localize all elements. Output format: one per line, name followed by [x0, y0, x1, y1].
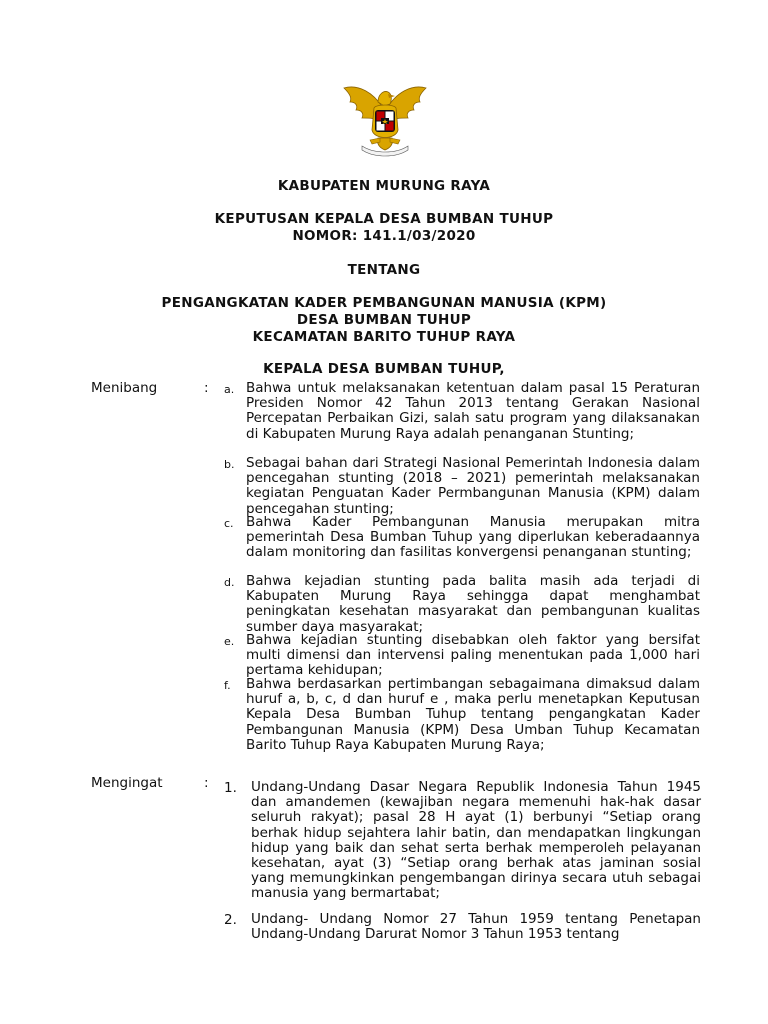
item-text: Bahwa kejadian stunting disebabkan oleh faktor yang bersifat multi dimensi dan intervensi paling menentukan pada 1,000 hari pertama kehidupan;: [246, 632, 700, 679]
considering-colon: :: [204, 380, 209, 396]
item-text: Bahwa berdasarkan pertimbangan sebagaimana dimaksud dalam huruf a, b, c, d dan huruf e , maka perlu menetapkan Keputusan Kepala Desa Bumban Tuhup tentang pengangkatan Kader Pembangunan Manusia (KPM) Desa Umban Tuhup Kecamatan Barito Tuhup Raya Kabupaten Murung Raya;: [246, 676, 700, 753]
item-text: Undang-Undang Dasar Negara Republik Indonesia Tahun 1945 dan amandemen (kewajiban negara memenuhi hak-hak dasar seluruh rakyat); pasal 28 H ayat (1) berbunyi “Setiap orang berhak hidup sejahtera lahir batin, dan mendapatkan lingkungan hidup yang baik dan sehat serta berhak memperoleh pelayanan kesehatan, ayat (3) “Setiap orang berhak atas jaminan sosial yang memungkinkan pengembangan dirinya secara utuh sebagai manusia yang bermartabat;: [251, 779, 701, 902]
item-marker: a.: [224, 383, 235, 396]
considering-label: Menibang: [91, 380, 158, 396]
item-text: Bahwa Kader Pembangunan Manusia merupakan mitra pemerintah Desa Bumban Tuhup yang diperlukan keberadaannya dalam monitoring dan fasilitas konvergensi penanganan stunting;: [246, 514, 700, 561]
item-marker: 2.: [224, 912, 237, 928]
regency-title: KABUPATEN MURUNG RAYA: [277, 178, 491, 194]
item-marker: 1.: [224, 780, 237, 796]
item-marker: b.: [224, 458, 235, 471]
issuer-heading: KEPALA DESA BUMBAN TUHUP,: [263, 361, 505, 377]
item-marker: c.: [224, 517, 234, 530]
decree-title: KEPUTUSAN KEPALA DESA BUMBAN TUHUP: [214, 211, 554, 227]
item-text: Bahwa untuk melaksanakan ketentuan dalam pasal 15 Peraturan Presiden Nomor 42 Tahun 2013 tentang Gerakan Nasional Percepatan Perbaikan Gizi, salah satu program yang dilaksanakan di Kabupaten Murung Raya adalah penanganan Stunting;: [246, 380, 700, 442]
item-text: Bahwa kejadian stunting pada balita masih ada terjadi di Kabupaten Murung Raya sehingga dapat menghambat peningkatan kesehatan masyarakat dan pembangunan kualitas sumber daya masyarakat;: [246, 573, 700, 635]
item-marker: f.: [224, 679, 231, 692]
remembering-label: Mengingat: [91, 775, 163, 791]
subject-line-1: PENGANGKATAN KADER PEMBANGUNAN MANUSIA (KPM): [161, 295, 607, 311]
item-text: Sebagai bahan dari Strategi Nasional Pemerintah Indonesia dalam pencegahan stunting (2018 – 2021) pemerintah melaksanakan kegiatan Penguatan Kader Permbangunan Manusia (KPM) dalam pencegahan stunting;: [246, 455, 700, 517]
remembering-colon: :: [204, 775, 209, 791]
subject-line-2: DESA BUMBAN TUHUP: [296, 312, 472, 328]
item-marker: d.: [224, 576, 235, 589]
garuda-pancasila-emblem: [340, 80, 430, 160]
about-heading: TENTANG: [347, 262, 421, 278]
item-text: Undang- Undang Nomor 27 Tahun 1959 tentang Penetapan Undang-Undang Darurat Nomor 3 Tahun 1953 tentang: [251, 911, 701, 943]
decree-number: NOMOR: 141.1/03/2020: [292, 228, 476, 244]
subject-line-3: KECAMATAN BARITO TUHUP RAYA: [252, 329, 516, 345]
item-marker: e.: [224, 635, 235, 648]
